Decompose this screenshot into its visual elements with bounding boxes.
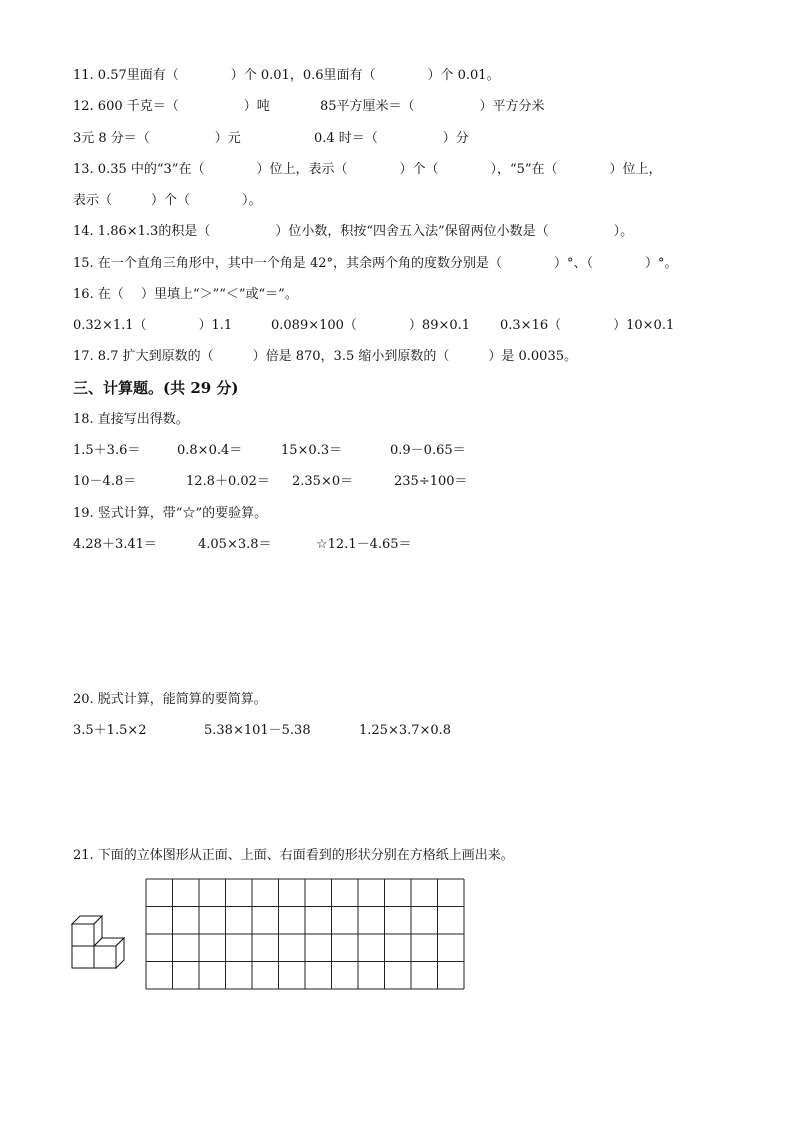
stepwise-calc-item: 3.5＋1.5×2 <box>73 723 147 738</box>
section-3-heading: 三、计算题。(共 29 分) <box>73 379 239 397</box>
question-16-item: 0.32×1.1（ ）1.1 <box>73 318 233 333</box>
question-12-part-2: 85平方厘米＝（ ）平方分米 <box>320 99 545 114</box>
calc-item: 235÷100＝ <box>394 474 468 489</box>
question-12-part-1: 12. 600 千克＝（ ）吨 <box>73 99 270 114</box>
calc-item: 15×0.3＝ <box>281 443 343 458</box>
calc-item: 10－4.8＝ <box>73 474 137 489</box>
question-20: 20. 脱式计算，能简算的要简算。 <box>73 692 267 707</box>
answer-grid[interactable] <box>145 878 465 990</box>
stepwise-calc-item: 5.38×101－5.38 <box>204 723 311 738</box>
question-16: 16. 在（ ）里填上“＞”“＜”或“＝”。 <box>73 287 298 302</box>
vertical-calc-item: 4.05×3.8＝ <box>198 537 272 552</box>
vertical-calc-item: 4.28＋3.41＝ <box>73 537 157 552</box>
question-16-item: 0.3×16（ ）10×0.1 <box>500 318 675 333</box>
question-18: 18. 直接写出得数。 <box>73 412 189 427</box>
cube-figure <box>70 912 134 970</box>
calc-item: 2.35×0＝ <box>292 474 354 489</box>
vertical-calc-item: ☆12.1－4.65＝ <box>316 537 412 552</box>
stepwise-calc-item: 1.25×3.7×0.8 <box>359 723 452 738</box>
calc-item: 1.5＋3.6＝ <box>73 443 141 458</box>
question-11: 11. 0.57里面有（ ）个 0.01，0.6里面有（ ）个 0.01。 <box>73 68 500 83</box>
question-12-part-3: 3元 8 分＝（ ）元 <box>73 131 241 146</box>
question-17: 17. 8.7 扩大到原数的（ ）倍是 870，3.5 缩小到原数的（ ）是 0.0035。 <box>73 349 577 364</box>
question-15: 15. 在一个直角三角形中，其中一个角是 42°，其余两个角的度数分别是（ ）°、（ ）°。 <box>73 256 678 271</box>
calc-item: 0.8×0.4＝ <box>177 443 243 458</box>
question-16-item: 0.089×100（ ）89×0.1 <box>271 318 471 333</box>
question-13-line-1: 13. 0.35 中的“3”在（ ）位上，表示（ ）个（ ），“5”在（ ）位上， <box>73 162 662 177</box>
question-21: 21. 下面的立体图形从正面、上面、右面看到的形状分别在方格纸上画出来。 <box>73 848 514 863</box>
question-13-line-2: 表示（ ）个（ ）。 <box>73 193 262 208</box>
question-12-part-4: 0.4 时＝（ ）分 <box>314 131 469 146</box>
question-19: 19. 竖式计算，带“☆”的要验算。 <box>73 506 268 521</box>
question-14: 14. 1.86×1.3的积是（ ）位小数，积按“四舍五入法”保留两位小数是（ ）。 <box>73 224 634 239</box>
calc-item: 0.9－0.65＝ <box>390 443 466 458</box>
calc-item: 12.8＋0.02＝ <box>186 474 270 489</box>
